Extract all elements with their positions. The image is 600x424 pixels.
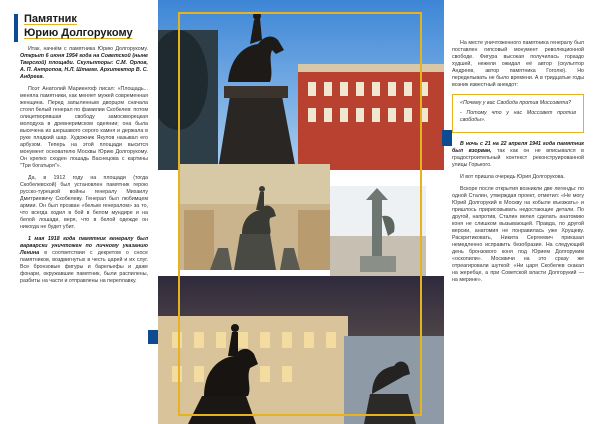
title-line-2: Юрию Долгорукому — [24, 27, 133, 39]
destroyed-bold-text: 1 мая 1918 года памятник генералу был варварски уничтожен по личному указанию Ленина — [20, 236, 148, 256]
right-text-column — [452, 40, 584, 289]
anecdote-quote-box — [452, 94, 584, 133]
paragraph-dolgoruky-turn: И вот пришла очередь Юрия Долгорукова. — [460, 174, 565, 180]
destroyed-text: в соответствии с декретом о сносе памятников, воздвигнутых в честь царей и их слуг. Все бронзовые фигуры и барельефы и даже фонари, окружавшие памятник, были распилены, разбиты на части и отправлены на переплавку. — [20, 250, 148, 284]
explosion-bold-text: В ночь с 21 на 22 апреля 1941 года памятник был взорван, — [452, 141, 584, 154]
title-accent-bar — [14, 14, 18, 42]
quote-question: «Почему у вас Свобода против Моссовета? — [460, 100, 572, 106]
title-line-1: Памятник — [24, 13, 77, 25]
photo-dolgoruky-night — [158, 276, 444, 424]
paragraph-intro — [20, 46, 148, 81]
photo-dolgoruky-monument — [158, 0, 444, 170]
paragraph-skobelev: Да, в 1912 году на площади (тогда Скобелевской) был установлен памятник герою русско-турецкой войны генералу Михаилу Дмитриевичу Скобелеву. Генерал был любимцем армии. Он был прозван «белым генералом» за то, что всегда ходил в бой в белом мундире и на белой лошади, веря, что в белой одежде он никогда не будет убит. — [20, 175, 148, 230]
left-text-column — [20, 46, 148, 290]
skobelev-photo-graphic — [180, 164, 330, 270]
monument-photo-graphic — [158, 0, 444, 170]
blue-accent-strip — [148, 330, 158, 344]
blue-accent-square — [442, 130, 452, 146]
intro-bold-text: Открыт 6 июня 1954 года на Советской (ныне Тверской) площади. Скульпторы: С.М. Орлов, А. П. Антропов, Н.Л. Штамм. Архитектор В. С. Андреев. — [20, 53, 148, 80]
photo-liberty-obelisk — [330, 186, 426, 278]
explosion-text: так как он не вписывался в градостроительный контекст реконструированной улицы Горького. — [452, 148, 584, 168]
paragraph-legends: Вскоре после открытия возникли две легенды: по одной Сталин, утверждая проект, отметил: «Не могу Юрий Долгорукий в Москву на кобыле въезжать» и пришлось пририсовывать недостающие детали. По другой, напротив, Сталин велел сделать анатомию коня не слишком вызывающей. Правда, по другой версии, анатомия не понравилась уже Хрущеву. Раскритиковать, Никита Сергеевич приказал немедленно исправить безобразие. На следующий день бронзового коня под Юрием Долгоруким «оскопили». Москвичи на это сразу же отреагировали шуткой: «Ни царя Скобелев скакал на жеребце, а при Советской власти Долгорукий — на мерине». — [452, 186, 584, 283]
photo-collage — [158, 0, 444, 424]
paragraph-explosion — [452, 141, 584, 169]
night-photo-graphic — [158, 276, 444, 424]
paragraph-mariengof: Поэт Анатолий Мариенгоф писал: «Площадь... меняла памятники, как меняет мужей современная женщина. Перед запыленным дворцом сначала стоял белый генерал по фамилии Скобелев: потом олицетворявшая свободу замоскворецкая молодуха в древнеримском одеянии; она была высечена из шершавого серого камня и держала в руке пладкий шар. Художник Якулов называл его арбузом. Теперь на этой площади высится монумент основателю Москвы Юрию Долгорукому. Он крепко сходен лошадь Васнецова с картины "Три богатыря"». — [20, 86, 148, 169]
quote-answer: - Потому что у нас Моссовет против свободы». — [460, 110, 576, 123]
photo-skobelev-monument — [180, 164, 330, 270]
page-title — [24, 12, 133, 40]
paragraph-destroyed — [20, 236, 148, 285]
intro-text: Итак, начнём с памятника Юрию Долгорукому. — [28, 46, 148, 52]
obelisk-photo-graphic — [330, 186, 426, 278]
paragraph-plaster-monument: На месте уничтоженного памятника генералу был поставлен гипсовый монумент революционной свободе. Фигура высокая получилась гораздо худшей, нежели ожидал её автор (скульптор Андреев, автор памятника Гоголю). Но переделывать не было времени. А в тридцатые годы возник известный анекдот: — [452, 40, 584, 88]
